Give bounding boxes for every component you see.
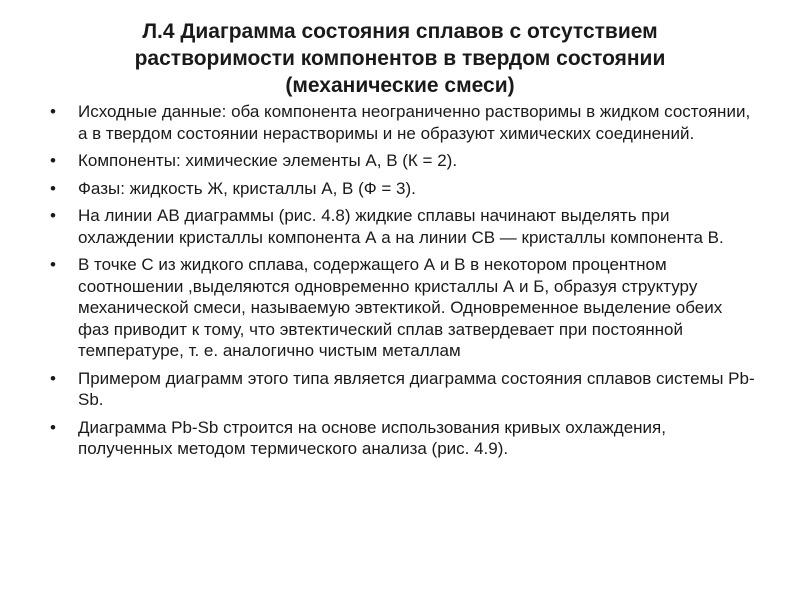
bullet-text: Компоненты: химические элементы А, В (К = 2). [78, 151, 458, 170]
slide-title-line: растворимости компонентов в твердом состоянии [134, 47, 666, 70]
slide-title-line: (механические смеси) [285, 74, 515, 97]
bullet-item-line-ab [46, 205, 756, 248]
bullet-item-pb-sb-diagram [46, 417, 756, 460]
bullet-list [46, 101, 756, 466]
bullet-item-example [46, 368, 756, 411]
bullet-text: В точке С из жидкого сплава, содержащего А и В в некотором процентном соотношении ,выделяются одновременно кристаллы А и Б, образуя структуру механической смеси, называемую эвтектикой. Одновременное выделение обеих фаз приводит к тому, что эвтектический сплав затвердевает при постоянной температуре, т. е. аналогично чистым металлам [78, 255, 723, 360]
bullet-text: Фазы: жидкость Ж, кристаллы А, В (Ф = 3). [78, 178, 416, 198]
bullet-text: Диаграмма Pb-Sb строится на основе использования кривых охлаждения, полученных методом термического анализа (рис. 4.9). [78, 417, 666, 458]
bullet-text: Исходные данные: оба компонента неограниченно растворимы в жидком состоянии, а в твердом состоянии нерастворимы и не образуют химических соединений. [78, 102, 751, 143]
bullet-dot-icon: • [50, 102, 56, 121]
bullet-dot-icon: • [50, 151, 56, 170]
bullet-item-point-c [46, 254, 756, 362]
bullet-item-phases [46, 178, 756, 200]
bullet-dot-icon: • [50, 206, 56, 225]
bullet-text: На линии АВ диаграммы (рис. 4.8) жидкие сплавы начинают выделять при охлаждении кристаллы компонента А а на линии СВ — кристаллы компонента В. [78, 206, 724, 247]
bullet-item-initial-data [46, 101, 756, 144]
bullet-dot-icon: • [50, 255, 56, 274]
bullet-dot-icon: • [50, 178, 56, 198]
bullet-text: Примером диаграмм этого типа является диаграмма состояния сплавов системы Pb-Sb. [78, 368, 755, 409]
slide-title [60, 18, 740, 99]
slide-title-line: Л.4 Диаграмма состояния сплавов с отсутствием [142, 20, 658, 43]
bullet-dot-icon: • [50, 368, 56, 388]
bullet-dot-icon: • [50, 417, 56, 437]
bullet-item-components [46, 150, 756, 172]
